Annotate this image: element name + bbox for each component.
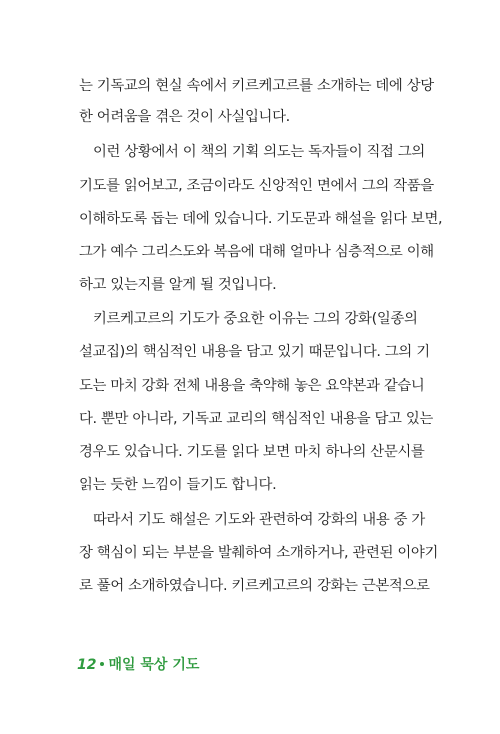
body-line: 경우도 있습니다. 기도를 읽다 보면 마치 하나의 산문시를 [79,444,425,460]
body-line: 하고 있는지를 알게 될 것입니다. [79,277,277,293]
body-line: 읽는 듯한 느낌이 들기도 합니다. [79,477,277,493]
page-footer [77,655,199,675]
body-line: 는 기독교의 현실 속에서 키르케고르를 소개하는 데에 상당 [79,78,434,94]
body-line: 한 어려움을 겪은 것이 사실입니다. [79,109,290,125]
bullet-separator [100,662,104,666]
body-line: 키르케고르의 기도가 중요한 이유는 그의 강화(일종의 [93,311,418,327]
body-line: 그가 예수 그리스도와 복음에 대해 얼마나 심층적으로 이해 [79,244,434,260]
body-line: 설교집)의 핵심적인 내용을 담고 있기 때문입니다. 그의 기 [79,344,430,360]
body-line: 이해하도록 돕는 데에 있습니다. 기도문과 해설을 읽다 보면, [79,211,443,227]
body-line: 로 풀어 소개하였습니다. 키르케고르의 강화는 근본적으로 [79,578,430,594]
body-line: 이런 상황에서 이 책의 기획 의도는 독자들이 직접 그의 [93,144,425,160]
body-line: 장 핵심이 되는 부분을 발췌하여 소개하거나, 관련된 이야기 [79,545,439,561]
body-line: 따라서 기도 해설은 기도와 관련하여 강화의 내용 중 가 [93,512,425,528]
book-title: 매일 묵상 기도 [108,657,200,673]
page-number: 12 [77,657,97,673]
body-line: 기도를 읽어보고, 조금이라도 신앙적인 면에서 그의 작품을 [79,178,434,194]
body-line: 다. 뿐만 아니라, 기독교 교리의 핵심적인 내용을 담고 있는 [79,411,433,427]
body-line: 도는 마치 강화 전체 내용을 축약해 놓은 요약본과 같습니 [79,378,425,394]
